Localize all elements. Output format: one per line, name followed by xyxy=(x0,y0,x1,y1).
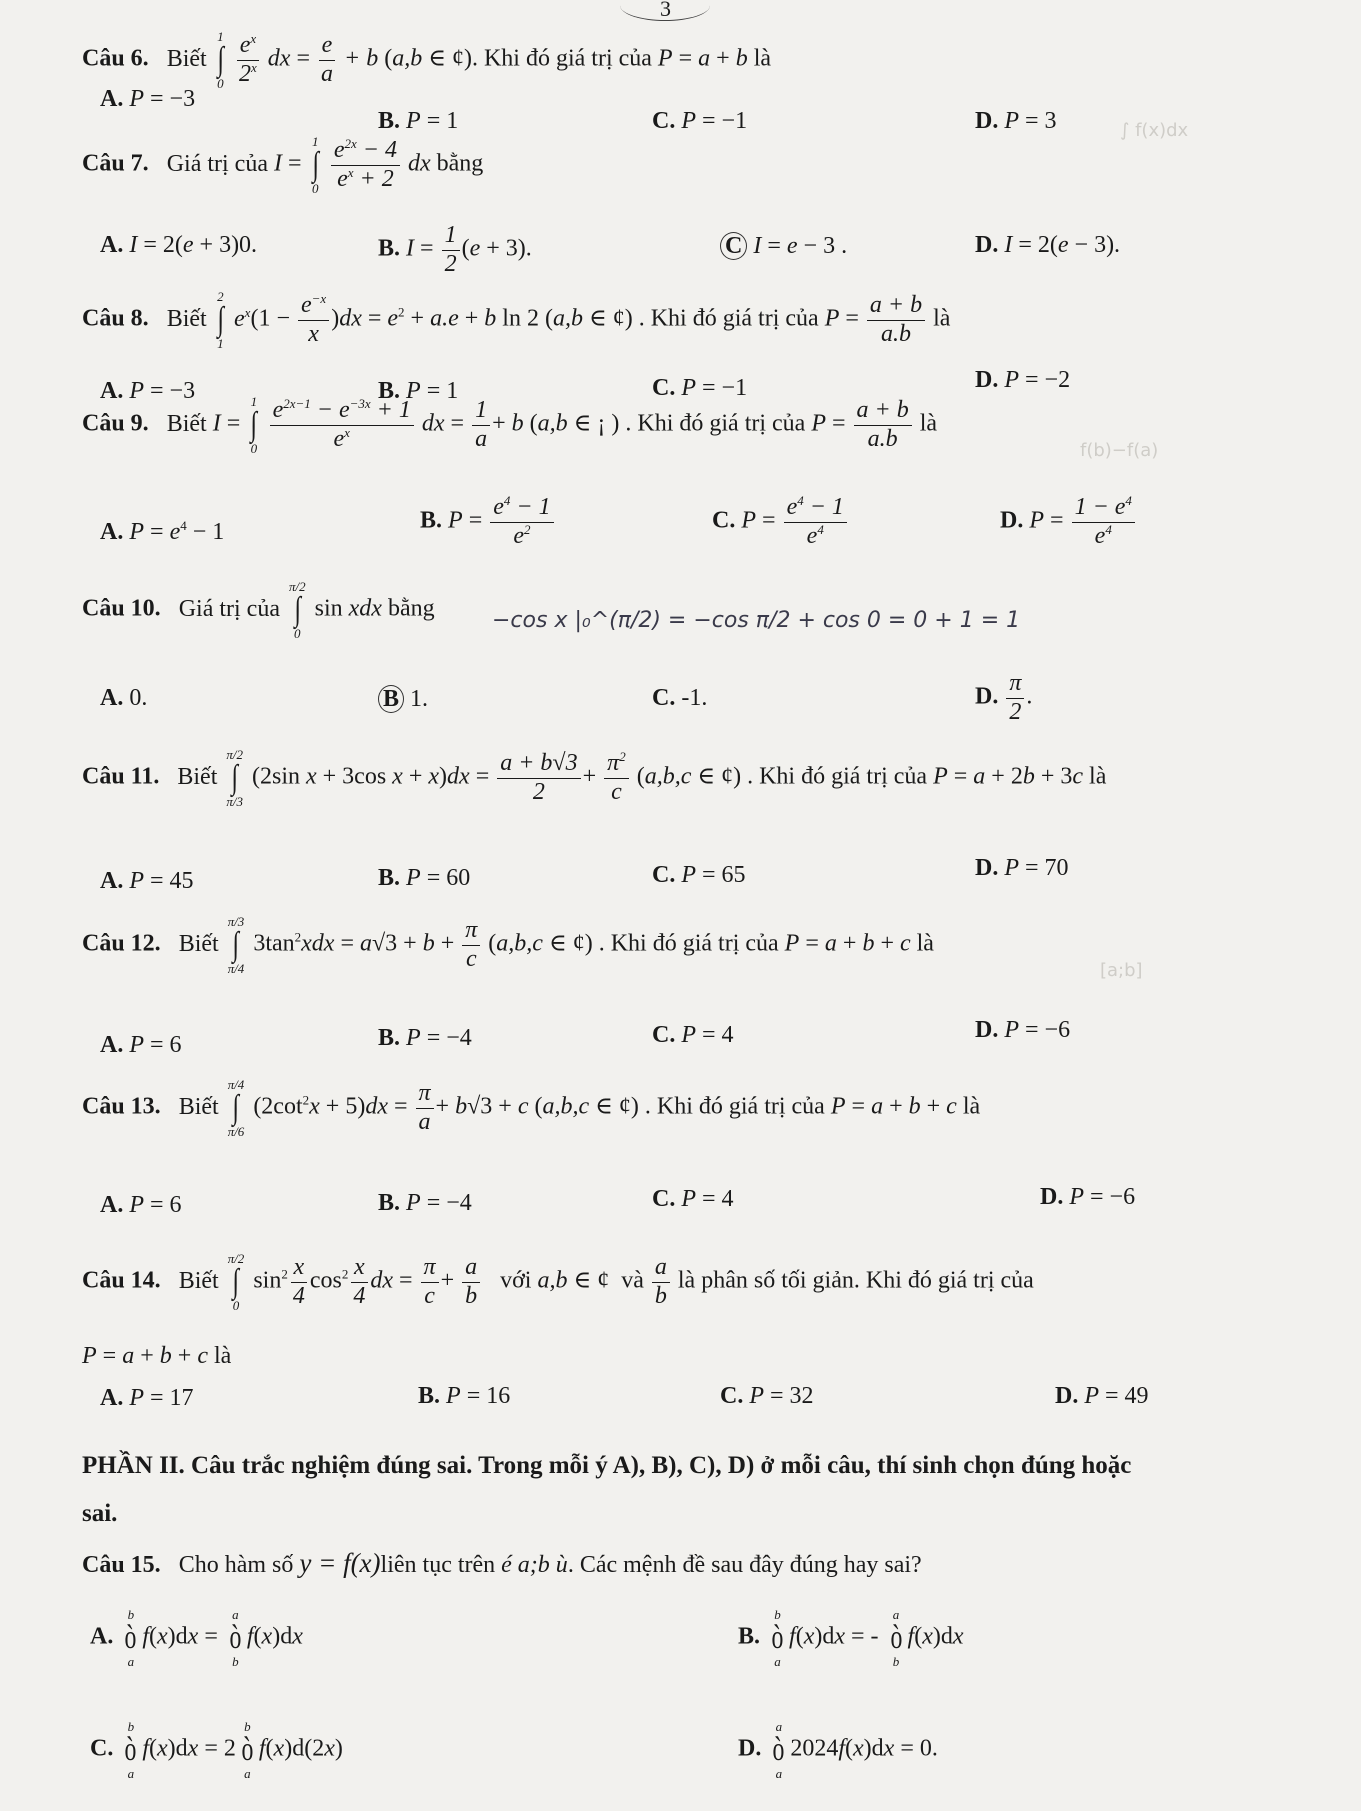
integral-sign-icon: π/2 ∫ 0 xyxy=(288,579,306,641)
question-stem: Biết xyxy=(177,763,218,790)
q7-option-b[interactable]: B. I = $\frac{1}{2}$ (e + 3). xyxy=(378,222,532,277)
question-stem: Biết xyxy=(166,45,207,72)
q13-option-c[interactable]: C. P = 4 xyxy=(652,1186,734,1212)
bleed-text: f(b)−f(a) xyxy=(1080,440,1159,461)
q14-option-c[interactable]: C. P = 32 xyxy=(720,1383,814,1409)
top-arc-mark xyxy=(620,0,710,21)
q6-option-a[interactable]: A. P = −3 xyxy=(100,86,196,112)
question-6: Câu 6. Biết 1 ∫ 0 $\frac{e^x}{2^x}$ dx = $\frac{e}{a}$ + b (a,b ∈ ¢). Khi đó giá trị của P = a + b là xyxy=(82,29,772,91)
q14-option-d[interactable]: D. P = 49 xyxy=(1055,1383,1149,1409)
integral-sign-icon: π/2 ∫ 0 xyxy=(227,1251,245,1313)
question-stem: Biết xyxy=(178,1267,219,1294)
q7-option-d[interactable]: D. I = 2(e − 3). xyxy=(975,232,1121,258)
q11-option-a[interactable]: A. P = 45 xyxy=(100,868,194,894)
q10-option-a[interactable]: A. 0. xyxy=(100,685,148,711)
q9-option-d[interactable]: D. P = $\frac{1 - e^4}{e^4}$ xyxy=(1000,494,1137,550)
question-label: Câu 14. xyxy=(82,1267,161,1294)
integral-sign-icon: π/3 ∫ π/4 xyxy=(227,914,245,976)
q14-option-a[interactable]: A. P = 17 xyxy=(100,1385,194,1411)
q15-statement-c[interactable]: C. b ò a f(x)dx = 2 b ò a f(x)d(2x) xyxy=(90,1719,343,1781)
q15-statement-a[interactable]: A. b ò a f(x)dx = a ò b f(x)dx xyxy=(90,1607,303,1669)
question-label: Câu 6. xyxy=(82,45,149,72)
question-12: Câu 12. Biết π/3 ∫ π/4 $3\tan^2xdx = a√3 + b$ + $\frac{\pi}{c}$ (a,b,c ∈ ¢) . Khi đó giá trị của P = a + b + c là xyxy=(82,914,934,976)
q12-option-b[interactable]: B. P = −4 xyxy=(378,1025,472,1051)
q13-option-a[interactable]: A. P = 6 xyxy=(100,1192,182,1218)
question-label: Câu 10. xyxy=(82,595,161,622)
q8-option-c[interactable]: C. P = −1 xyxy=(652,375,748,401)
integral-sign-icon: π/4 ∫ π/6 xyxy=(227,1077,245,1139)
bleed-text: ∫ f(x)dx xyxy=(1120,120,1189,141)
question-stem-suffix: bằng xyxy=(436,150,484,177)
question-stem: Biết xyxy=(166,305,207,332)
q13-option-b[interactable]: B. P = −4 xyxy=(378,1190,472,1216)
bleed-text: [a;b] xyxy=(1100,960,1143,981)
question-9: Câu 9. Biết I = 1 ∫ 0 $\frac{e^{2x-1} - e^{-3x} + 1}{e^x}$ dx = $\frac{1}{a}$ + b (a,b ∈ ¡ ) . Khi đó giá trị của P = $\frac{a + b}{a.b}$ là xyxy=(82,394,938,456)
question-stem-suffix: bằng xyxy=(387,595,435,622)
question-13: Câu 13. Biết π/4 ∫ π/6 $(2\cot^2x + 5)dx$ = $\frac{\pi}{a}$ + b√3 + c (a,b,c ∈ ¢) . Khi đó giá trị của P = a + b + c là xyxy=(82,1077,981,1139)
q7-option-a[interactable]: A. I = 2(e + 3)0. xyxy=(100,232,258,258)
q12-option-d[interactable]: D. P = −6 xyxy=(975,1017,1071,1043)
q10-option-c[interactable]: C. -1. xyxy=(652,685,708,711)
question-label: Câu 11. xyxy=(82,763,160,790)
q6-option-c[interactable]: C. P = −1 xyxy=(652,108,748,134)
q12-option-a[interactable]: A. P = 6 xyxy=(100,1032,182,1058)
question-14-line2: P = a + b + c là xyxy=(82,1343,232,1369)
integral-sign-icon: 1 ∫ 0 xyxy=(217,29,224,91)
q10-option-d[interactable]: D. $\frac{\pi}{2}$ . xyxy=(975,670,1033,725)
q9-option-c[interactable]: C. P = $\frac{e^4 - 1}{e^4}$ xyxy=(712,494,849,550)
integral-sign-icon: 1 ∫ 0 xyxy=(250,394,258,456)
q9-option-a[interactable]: A. $P = e^4 - 1$ xyxy=(100,518,225,545)
q8-option-d[interactable]: D. P = −2 xyxy=(975,367,1071,393)
integral-sign-icon: 2 ∫ 1 xyxy=(217,289,224,351)
q14-option-b[interactable]: B. P = 16 xyxy=(418,1383,511,1409)
page-number-mark: 3 xyxy=(660,0,671,21)
question-label: Câu 8. xyxy=(82,305,149,332)
question-7: Câu 7. Giá trị của I = 1 ∫ 0 $\frac{e^{2x} - 4}{e^x + 2}$ dx bằng xyxy=(82,134,484,196)
part-2-heading-line2: sai. xyxy=(82,1500,118,1527)
question-label: Câu 15. xyxy=(82,1552,161,1578)
question-11: Câu 11. Biết π/2 ∫ π/3 (2sin x + 3cos x + x)dx = $\frac{a + b√3}{2}$ + $\frac{\pi^2}{c}$ (a,b,c ∈ ¢) . Khi đó giá trị của P = a + 2b + 3c là xyxy=(82,747,1107,809)
question-label: Câu 9. xyxy=(82,410,149,437)
handwritten-solution: −cos x |₀^(π/2) = −cos π/2 + cos 0 = 0 + 1 = 1 xyxy=(492,608,1021,633)
q11-option-c[interactable]: C. P = 65 xyxy=(652,862,746,888)
q11-option-d[interactable]: D. P = 70 xyxy=(975,855,1069,881)
part-2-heading: PHẦN II. Câu trắc nghiệm đúng sai. Trong mỗi ý A), B), C), D) ở mỗi câu, thí sinh chọn đúng hoặc xyxy=(82,1452,1132,1479)
q13-option-d[interactable]: D. P = −6 xyxy=(1040,1184,1136,1210)
question-15: Câu 15. Cho hàm số y = f(x)liên tục trên é a;b ù. Các mệnh đề sau đây đúng hay sai? xyxy=(82,1548,922,1578)
question-stem-suffix: . Khi đó giá trị của P = a + b là xyxy=(471,45,772,72)
integral-sign-icon: 1 ∫ 0 xyxy=(311,134,319,196)
q15-statement-d[interactable]: D. a ò a 2024f(x)dx = 0. xyxy=(738,1719,938,1781)
q15-statement-b[interactable]: B. b ò a f(x)dx = - a ò b f(x)dx xyxy=(738,1607,964,1669)
question-stem: Giá trị của xyxy=(178,595,280,622)
question-label: Câu 13. xyxy=(82,1093,161,1120)
q12-option-c[interactable]: C. P = 4 xyxy=(652,1022,734,1048)
question-stem: Biết xyxy=(178,930,219,957)
q8-option-b[interactable]: B. P = 1 xyxy=(378,378,459,404)
q9-option-b[interactable]: B. P = $\frac{e^4 - 1}{e^2}$ xyxy=(420,494,556,550)
q7-option-c[interactable]: C I = e − 3 . xyxy=(720,232,847,260)
q10-option-b[interactable]: B 1. xyxy=(378,685,428,713)
q11-option-b[interactable]: B. P = 60 xyxy=(378,865,471,891)
question-14: Câu 14. Biết π/2 ∫ 0 $\sin^2$ $\frac{x}{4}$ $\cos^2$ $\frac{x}{4}$ dx = $\frac{\pi}{c}$ + $\frac{a}{b}$ với a,b ∈ ¢ và $\frac{a}{b}$ là phân số tối giản. Khi đó giá trị của xyxy=(82,1251,1034,1313)
question-10: Câu 10. Giá trị của π/2 ∫ 0 sin xdx bằng xyxy=(82,579,435,641)
q6-option-d[interactable]: D. P = 3 xyxy=(975,108,1057,134)
question-label: Câu 7. xyxy=(82,150,149,177)
question-stem: Biết xyxy=(166,410,207,437)
question-label: Câu 12. xyxy=(82,930,161,957)
q8-option-a[interactable]: A. P = −3 xyxy=(100,378,196,404)
question-stem: Biết xyxy=(178,1093,219,1120)
question-stem: Giá trị của xyxy=(166,150,268,177)
question-stem: Cho hàm số xyxy=(178,1552,294,1578)
question-8: Câu 8. Biết 2 ∫ 1 $e^x(1$ − $\frac{e^{-x}}{x}$ )$dx = e^2 + a.e + b$ ln 2 (a,b ∈ ¢) . Khi đó giá trị của P = $\frac{a + b}{a.b}$ là xyxy=(82,289,951,351)
integral-sign-icon: π/2 ∫ π/3 xyxy=(226,747,243,809)
q6-option-b[interactable]: B. P = 1 xyxy=(378,108,459,134)
